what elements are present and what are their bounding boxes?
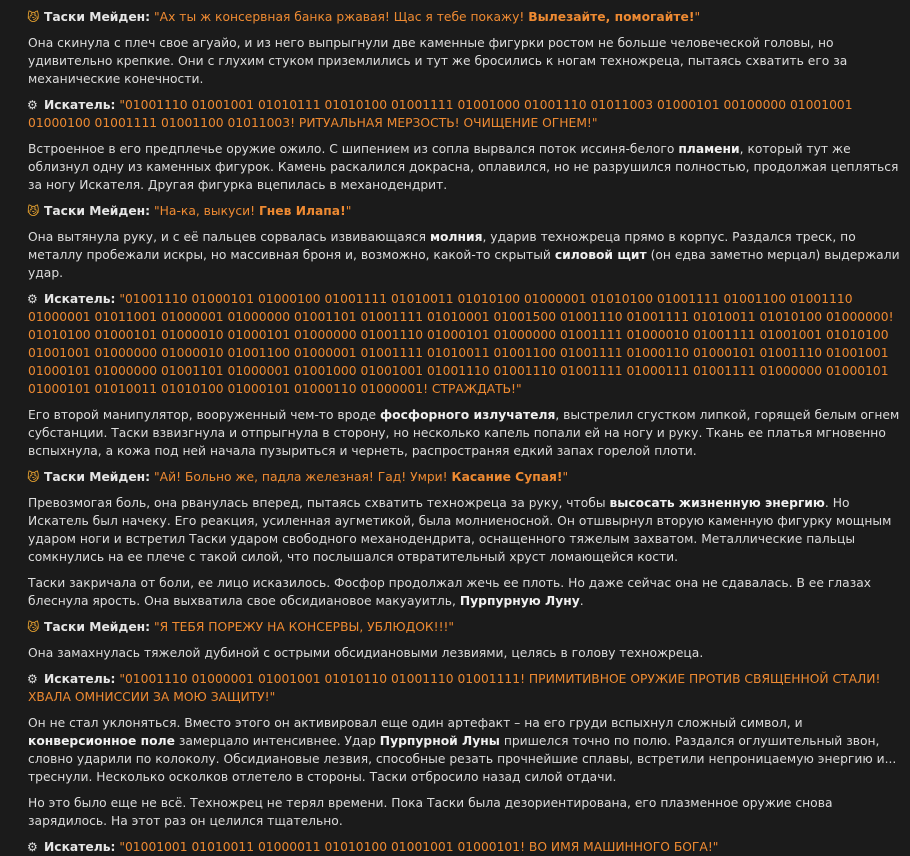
narration-message <box>28 494 900 566</box>
emphasis-text: Пурпурной Луны <box>379 734 500 748</box>
speech-message <box>28 670 900 706</box>
speech-quote <box>154 620 454 634</box>
speaker-name: Искатель: <box>44 672 116 686</box>
narration-message <box>28 644 900 662</box>
speech-message <box>28 8 900 26</box>
text-segment: Он не стал уклоняться. Вместо этого он активировал еще один артефакт – на его груди вспыхнул сложный символ, и <box>28 716 803 730</box>
speaker-name: Таски Мейден: <box>44 470 151 484</box>
emphasis-text: Касание Супая! <box>451 470 563 484</box>
emphasis-text: молния <box>429 230 483 244</box>
text-segment: Она вытянула руку, и с её пальцев сорвалась извивающаяся <box>28 230 430 244</box>
narration-message <box>28 574 900 610</box>
text-segment: (он едва заметно мерцал) выдержали удар. <box>28 248 900 280</box>
narration-message <box>28 34 900 88</box>
text-segment: замерцало интенсивнее. Удар <box>174 734 380 748</box>
speech-message <box>28 618 900 636</box>
emphasis-text: конверсионное поле <box>28 734 175 748</box>
emphasis-text: силовой щит <box>554 248 647 262</box>
cat-face-icon: 😼 <box>27 10 40 24</box>
text-segment: пришелся точно по полю. Раздался оглушительный звон, словно ударили по колоколу. Обсидиановые лезвия, способные резать прочнейшие сплавы, встретили непроницаемую энергию и... треснули. Несколько осколков отлетело в стороны. Таски отбросило назад силой отдачи. <box>28 734 897 784</box>
emphasis-text: Пурпурную Луну <box>459 594 580 608</box>
emphasis-text: высосать жизненную энергию <box>609 496 825 510</box>
gear-icon: ⚙ <box>27 672 38 686</box>
text-segment: "01001110 01000001 01001001 01010110 01001110 01001111! ПРИМИТИВНОЕ ОРУЖИЕ ПРОТИВ СВЯЩЕННОЙ СТАЛИ! ХВАЛА ОМНИССИИ ЗА МОЮ ЗАЩИТУ!" <box>28 672 881 704</box>
text-segment: Она замахнулась тяжелой дубиной с острыми обсидиановыми лезвиями, целясь в голову техножреца. <box>28 646 704 660</box>
text-segment: "На-ка, выкуси! <box>154 204 259 218</box>
speech-quote <box>154 10 700 24</box>
narration-message <box>28 228 900 282</box>
text-segment: "Я ТЕБЯ ПОРЕЖУ НА КОНСЕРВЫ, УБЛЮДОК!!!" <box>154 620 455 634</box>
text-segment: "01001001 01010011 01000011 01010100 01001001 01000101! ВО ИМЯ МАШИННОГО БОГА!" <box>119 840 719 854</box>
speaker-name: Искатель: <box>44 98 116 112</box>
speech-message <box>28 468 900 486</box>
text-segment: , который тут же облизнул одну из каменных фигурок. Камень раскалился докрасна, оплавился, но не разрушился полностью, продолжая цепляться за ногу Искателя. Другая фигурка вцепилась в механодендрит. <box>28 142 899 192</box>
text-segment: "01001110 01000101 01000100 01001111 01010011 01010100 01000001 01010100 01001111 01001100 01001110 01000001 01011001 01000001 01000000 01001101 01001111 01010001 01001500 01001110 01001111 01010011 01010100 01000000! 01010100 01000101 01000010 01000101 01000000 01001110 01000101 01000000 01001111 01000010 01001111 01001001 01010100 01001001 01000000 01000010 01001100 01000001 01001111 01010011 01001100 01001111 01000110 01000101 01001110 01001001 01000101 01000000 01001101 01000001 01001000 01001001 01001110 01001110 01001111 01000111 01001111 01000000 01000101 01000101 01010011 01010100 01000101 01000110 01000001! СТРАЖДАТЬ!" <box>28 292 894 396</box>
text-segment: Превозмогая боль, она рванулась вперед, пытаясь схватить техножреца за руку, чтобы <box>28 496 610 510</box>
speaker-name: Таски Мейден: <box>44 204 151 218</box>
speech-quote <box>28 672 880 704</box>
speech-quote <box>154 204 351 218</box>
text-segment: Таски закричала от боли, ее лицо исказилось. Фосфор продолжал жечь ее плоть. Но даже сейчас она не сдавалась. В ее глазах блеснула ярость. Она выхватила свое обсидиановое макуауитль, <box>28 576 872 608</box>
emphasis-text: фосфорного излучателя <box>379 408 556 422</box>
text-segment: " <box>562 470 569 484</box>
narration-message <box>28 406 900 460</box>
text-segment: Она скинула с плеч свое агуайо, и из него выпрыгнули две каменные фигурки ростом не больше человеческой головы, но удивительно крепкие. Они с глухим стуком приземлились и тут же бросились к ногам техножреца, пытаясь схватить его за механические конечности. <box>28 36 848 86</box>
emphasis-text: Гнев Илапа! <box>258 204 346 218</box>
narration-message <box>28 140 900 194</box>
text-segment: " <box>345 204 352 218</box>
narration-message <box>28 794 900 830</box>
text-segment: . <box>579 594 584 608</box>
speech-quote <box>154 470 568 484</box>
speech-quote <box>28 98 853 130</box>
gear-icon: ⚙ <box>27 98 38 112</box>
speaker-name: Таски Мейден: <box>44 620 151 634</box>
text-segment: "01001110 01001001 01010111 01010100 01001111 01001000 01001110 01011003 01000101 00100000 01001001 01000100 01001111 01001100 01011003! РИТУАЛЬНАЯ МЕРЗОСТЬ! ОЧИЩЕНИЕ ОГНЕМ!" <box>28 98 853 130</box>
cat-face-icon: 😼 <box>27 470 40 484</box>
speaker-name: Искатель: <box>44 840 116 854</box>
speech-message <box>28 838 900 856</box>
emphasis-text: пламени <box>678 142 740 156</box>
speech-message <box>28 202 900 220</box>
speech-quote <box>119 840 718 854</box>
text-segment: Его второй манипулятор, вооруженный чем-то вроде <box>28 408 380 422</box>
text-segment: " <box>694 10 701 24</box>
speech-message <box>28 96 900 132</box>
text-segment: , ударив техножреца прямо в корпус. Раздался треск, по металлу пробежали искры, но массивная броня и, возможно, какой-то скрытый <box>28 230 856 262</box>
speaker-name: Таски Мейден: <box>44 10 151 24</box>
text-segment: "Ай! Больно же, падла железная! Гад! Умри! <box>154 470 452 484</box>
speaker-name: Искатель: <box>44 292 116 306</box>
cat-face-icon: 😼 <box>27 204 40 218</box>
narration-message <box>28 714 900 786</box>
text-segment: Встроенное в его предплечье оружие ожило. С шипением из сопла вырвался поток иссиня-белого <box>28 142 679 156</box>
text-segment: . Но Искатель был начеку. Его реакция, усиленная аугметикой, была молниеносной. Он отшвырнул вторую каменную фигурку мощным ударом ноги и встретил Таски ударом свободного механодендрита, оснащенного тяжелым захватом. Металлические пальцы сомкнулись на ее плече с такой силой, что послышался отвратительный хруст ломающейся кости. <box>28 496 892 564</box>
text-segment: , выстрелил сгустком липкой, горящей белым огнем субстанции. Таски взвизгнула и отпрыгнула в сторону, но несколько капель попали ей на ногу и руку. Ткань ее платья мгновенно вспыхнула, а кожа под ней начала пузыриться и чернеть, распространяя едкий запах горелой плоти. <box>28 408 900 458</box>
speech-message <box>28 290 900 398</box>
emphasis-text: Вылезайте, помогайте! <box>528 10 695 24</box>
text-segment: "Ах ты ж консервная банка ржавая! Щас я тебе покажу! <box>154 10 529 24</box>
text-segment: Но это было еще не всё. Техножрец не терял времени. Пока Таски была дезориентирована, его плазменное оружие снова зарядилось. На этот раз он целился тщательно. <box>28 796 833 828</box>
speech-quote <box>28 292 894 396</box>
gear-icon: ⚙ <box>27 840 38 854</box>
gear-icon: ⚙ <box>27 292 38 306</box>
cat-face-icon: 😼 <box>27 620 40 634</box>
